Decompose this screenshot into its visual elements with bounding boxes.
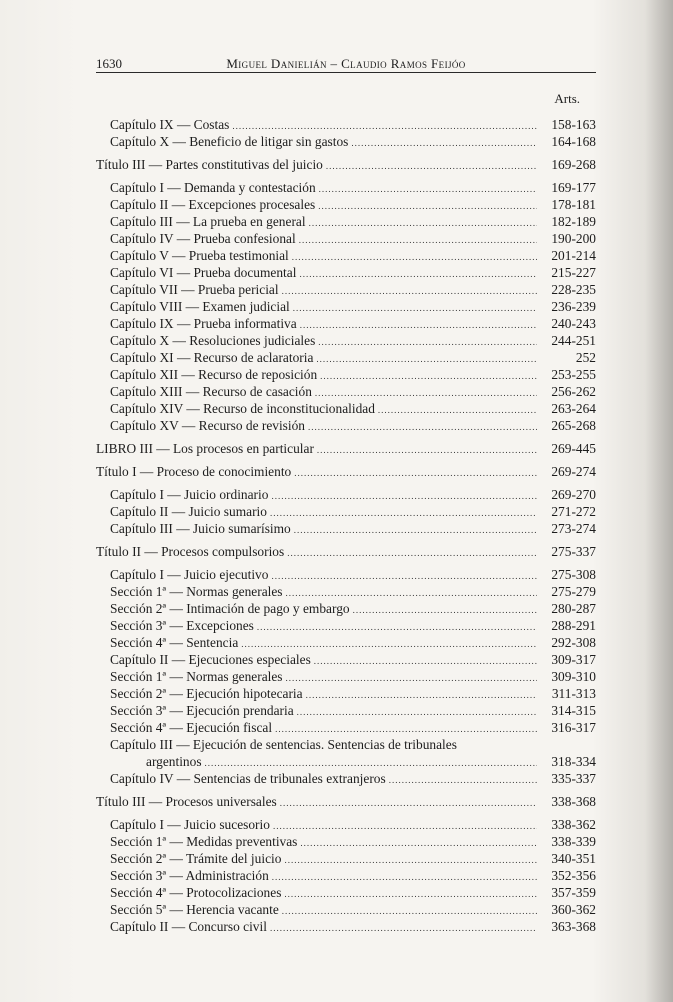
toc-entry[interactable] [96, 133, 596, 150]
dot-leader [351, 135, 537, 152]
toc-entry-text: Capítulo IV — Prueba confesional [110, 231, 296, 246]
dot-leader [389, 772, 537, 789]
page-gutter-shadow [645, 0, 673, 1002]
toc-entry[interactable] [96, 770, 596, 787]
toc-entry[interactable] [96, 617, 596, 634]
toc-entry-text: Capítulo II — Excepciones procesales [110, 197, 316, 212]
toc-entry-text-continued: argentinos [146, 754, 202, 769]
dot-leader [317, 442, 537, 459]
header-rule [96, 72, 596, 73]
toc-entry[interactable] [96, 833, 596, 850]
toc-entry[interactable] [96, 668, 596, 685]
dot-leader [308, 419, 537, 436]
toc-entry-text: Capítulo X — Beneficio de litigar sin gastos [110, 134, 349, 149]
dot-leader [326, 158, 537, 175]
toc-entry-articles: 252 [575, 350, 596, 365]
toc-entry[interactable] [96, 736, 596, 770]
toc-section-heading[interactable] [96, 440, 596, 457]
toc-entry-text: Capítulo I — Juicio sucesorio [110, 817, 270, 832]
toc-entry-articles: 182-189 [551, 214, 596, 229]
toc-entry-text: Sección 4ª — Protocolizaciones [110, 885, 282, 900]
toc-entry[interactable] [96, 179, 596, 196]
toc-entry[interactable] [96, 867, 596, 884]
toc-entry[interactable] [96, 583, 596, 600]
toc-entry-text: Sección 3ª — Administración [110, 868, 269, 883]
toc-entry-text: Título III — Partes constitutivas del juicio [96, 157, 323, 172]
toc-entry-articles: 335-337 [551, 771, 596, 786]
toc-entry[interactable] [96, 816, 596, 833]
toc-entry-articles: 244-251 [551, 333, 596, 348]
toc-entry[interactable] [96, 281, 596, 298]
toc-entry-text: Sección 2ª — Trámite del juicio [110, 851, 282, 866]
toc-entry[interactable] [96, 901, 596, 918]
toc-entry-text: Capítulo V — Prueba testimonial [110, 248, 289, 263]
toc-entry-articles: 275-337 [551, 544, 596, 559]
toc-entry[interactable] [96, 651, 596, 668]
toc-entry-text: Capítulo II — Ejecuciones especiales [110, 652, 311, 667]
toc-entry-text: Sección 2ª — Ejecución hipotecaria [110, 686, 303, 701]
toc-entry-text: Capítulo IV — Sentencias de tribunales extranjeros [110, 771, 386, 786]
toc-entry-text: Capítulo III — La prueba en general [110, 214, 306, 229]
toc-entry-text: Capítulo XII — Recurso de reposición [110, 367, 318, 382]
toc-entry-text: Sección 2ª — Intimación de pago y embargo [110, 601, 350, 616]
toc-entry-articles: 273-274 [551, 521, 596, 536]
toc-entry-articles: 269-270 [551, 487, 596, 502]
toc-entry[interactable] [96, 196, 596, 213]
toc-entry-text: Sección 5ª — Herencia vacante [110, 902, 279, 917]
toc-entry[interactable] [96, 417, 596, 434]
toc-entry-text: Capítulo II — Concurso civil [110, 919, 267, 934]
toc-entry[interactable] [96, 634, 596, 651]
toc-entry-articles: 357-359 [551, 885, 596, 900]
toc-entry-text: Capítulo VII — Prueba pericial [110, 282, 279, 297]
toc-entry-articles: 309-310 [551, 669, 596, 684]
toc-entry-text: Capítulo IX — Prueba informativa [110, 316, 297, 331]
toc-entry-text: Capítulo III — Juicio sumarísimo [110, 521, 291, 536]
toc-entry[interactable] [96, 685, 596, 702]
toc-entry-articles: 288-291 [551, 618, 596, 633]
toc-entry-text: Sección 4ª — Ejecución fiscal [110, 720, 273, 735]
page-header [96, 54, 596, 74]
toc-entry-articles: 271-272 [551, 504, 596, 519]
dot-leader [287, 545, 537, 562]
toc-entry-articles: 280-287 [551, 601, 596, 616]
toc-entry[interactable] [96, 719, 596, 736]
toc-entry-articles: 338-362 [551, 817, 596, 832]
toc-entry[interactable] [96, 486, 596, 503]
toc-entry-articles: 309-317 [551, 652, 596, 667]
toc-entry-articles: 316-317 [551, 720, 596, 735]
toc-section-heading[interactable] [96, 156, 596, 173]
toc-entry-text: Capítulo II — Juicio sumario [110, 504, 267, 519]
toc-entry-text: Sección 4ª — Sentencia [110, 635, 239, 650]
toc-entry-text: Capítulo X — Resoluciones judiciales [110, 333, 316, 348]
dot-leader [270, 920, 537, 937]
toc-entry-text: Título I — Proceso de conocimiento [96, 464, 292, 479]
toc-entry-text: Título III — Procesos universales [96, 794, 277, 809]
toc-entry-articles: 318-334 [551, 754, 596, 769]
dot-leader [294, 465, 537, 482]
dot-leader [280, 795, 537, 812]
toc-entry-articles: 169-268 [551, 157, 596, 172]
toc-entry-articles: 215-227 [551, 265, 596, 280]
toc-entry-text: Capítulo I — Juicio ejecutivo [110, 567, 269, 582]
toc-section-heading[interactable] [96, 463, 596, 480]
toc-entry[interactable] [96, 566, 596, 583]
toc-entry-articles: 338-368 [551, 794, 596, 809]
toc-entry-articles: 269-274 [551, 464, 596, 479]
toc-entry[interactable] [96, 400, 596, 417]
toc-entry-articles: 275-308 [551, 567, 596, 582]
toc-entry-text: Capítulo III — Ejecución de sentencias. Sentencias de tribunales [110, 737, 457, 752]
toc-entry-articles: 340-351 [551, 851, 596, 866]
toc-entry-articles: 190-200 [551, 231, 596, 246]
toc-entry-text: LIBRO III — Los procesos en particular [96, 441, 314, 456]
toc-entry-articles: 178-181 [551, 197, 596, 212]
toc-entry[interactable] [96, 213, 596, 230]
toc-entry-articles: 360-362 [551, 902, 596, 917]
toc-entry-text: Sección 3ª — Excepciones [110, 618, 254, 633]
toc-entry-text: Sección 1ª — Medidas preventivas [110, 834, 298, 849]
toc-entry[interactable] [96, 918, 596, 935]
page-number: 1630 [96, 56, 122, 71]
toc-entry-text: Capítulo I — Juicio ordinario [110, 487, 269, 502]
toc-section-heading[interactable] [96, 543, 596, 560]
toc-entry-text: Capítulo VI — Prueba documental [110, 265, 297, 280]
toc-entry-articles: 169-177 [551, 180, 596, 195]
table-of-contents [96, 116, 596, 935]
toc-entry-articles: 352-356 [551, 868, 596, 883]
dot-leader [275, 721, 537, 738]
running-head: Miguel Danielián – Claudio Ramos Feijóo [226, 56, 466, 71]
toc-entry[interactable] [96, 366, 596, 383]
toc-entry-articles: 292-308 [551, 635, 596, 650]
toc-entry-articles: 201-214 [551, 248, 596, 263]
toc-entry[interactable] [96, 349, 596, 366]
toc-entry-articles: 236-239 [551, 299, 596, 314]
toc-entry-text: Título II — Procesos compulsorios [96, 544, 285, 559]
toc-entry[interactable] [96, 247, 596, 264]
toc-entry-articles: 363-368 [551, 919, 596, 934]
dot-leader [294, 522, 537, 539]
toc-entry-articles: 265-268 [551, 418, 596, 433]
toc-entry-text: Sección 1ª — Normas generales [110, 669, 283, 684]
toc-entry-articles: 275-279 [551, 584, 596, 599]
toc-entry-text: Sección 3ª — Ejecución prendaria [110, 703, 294, 718]
toc-entry-articles: 338-339 [551, 834, 596, 849]
articles-column-label: Arts. [554, 91, 580, 106]
toc-entry[interactable] [96, 383, 596, 400]
toc-entry[interactable] [96, 230, 596, 247]
toc-entry[interactable] [96, 702, 596, 719]
toc-entry-text: Capítulo IX — Costas [110, 117, 230, 132]
toc-entry[interactable] [96, 600, 596, 617]
toc-entry-text: Capítulo XIV — Recurso de inconstitucionalidad [110, 401, 375, 416]
toc-entry[interactable] [96, 315, 596, 332]
toc-entry-articles: 256-262 [551, 384, 596, 399]
toc-entry-articles: 253-255 [551, 367, 596, 382]
toc-entry[interactable] [96, 850, 596, 867]
toc-entry-text: Capítulo XV — Recurso de revisión [110, 418, 306, 433]
toc-entry-text: Capítulo VIII — Examen judicial [110, 299, 290, 314]
toc-entry-articles: 314-315 [551, 703, 596, 718]
toc-entry-articles: 164-168 [551, 134, 596, 149]
toc-entry[interactable] [96, 884, 596, 901]
toc-entry-articles: 240-243 [551, 316, 596, 331]
toc-section-heading[interactable] [96, 793, 596, 810]
toc-entry[interactable] [96, 520, 596, 537]
toc-entry[interactable] [96, 298, 596, 315]
toc-entry-text: Sección 1ª — Normas generales [110, 584, 283, 599]
toc-entry-articles: 269-445 [551, 441, 596, 456]
toc-entry[interactable] [96, 264, 596, 281]
toc-entry-text: Capítulo XI — Recurso de aclaratoria [110, 350, 314, 365]
toc-entry-articles: 263-264 [551, 401, 596, 416]
toc-entry-articles: 228-235 [551, 282, 596, 297]
toc-entry-text: Capítulo I — Demanda y contestación [110, 180, 316, 195]
toc-entry-text: Capítulo XIII — Recurso de casación [110, 384, 312, 399]
toc-entry[interactable] [96, 116, 596, 133]
toc-entry[interactable] [96, 332, 596, 349]
toc-entry[interactable] [96, 503, 596, 520]
toc-entry-articles: 311-313 [551, 686, 596, 701]
toc-entry-articles: 158-163 [551, 117, 596, 132]
